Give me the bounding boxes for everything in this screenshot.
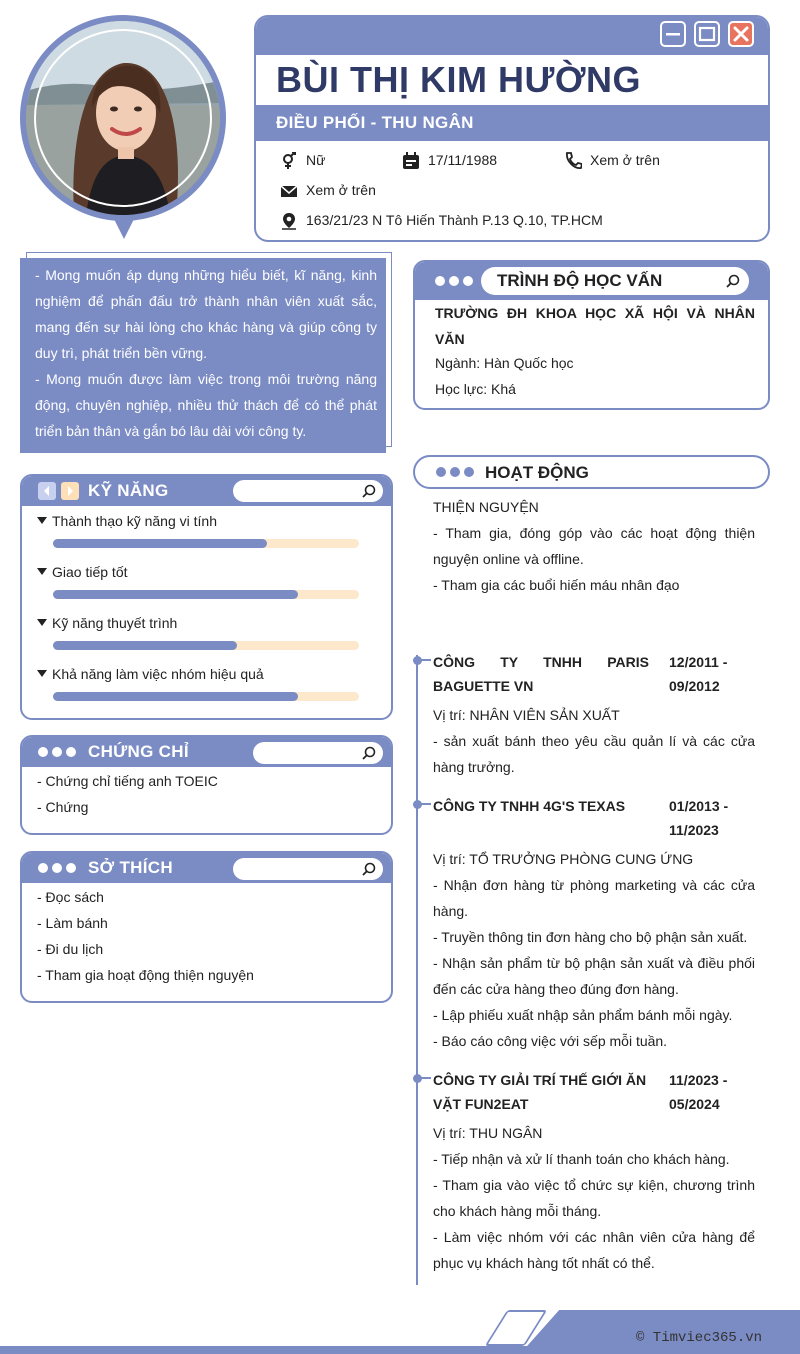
mail-icon (280, 182, 298, 200)
duty: - Nhận sản phẩm từ bộ phận sản xuất và điều phối đến các cửa hàng theo đúng đơn hàng. (433, 955, 755, 997)
company-name: CÔNG TY TNHH 4G'S TEXAS (433, 798, 626, 814)
address-info (280, 212, 603, 230)
experience-header (433, 794, 755, 842)
activity-line: - Tham gia các buổi hiến máu nhân đạo (433, 577, 680, 593)
header-card (254, 15, 770, 242)
close-icon (730, 23, 752, 45)
certificates-search-box[interactable] (253, 742, 383, 764)
maximize-icon (696, 23, 718, 45)
work-period: 01/2013 - 11/2023 (669, 798, 729, 838)
search-icon (725, 273, 741, 289)
skill-bar-fill (53, 539, 267, 548)
skill-item (37, 666, 264, 682)
timeline-tick (417, 1077, 431, 1079)
major: Ngành: Hàn Quốc học (435, 355, 574, 371)
full-name: BÙI THỊ KIM HƯỜNG (276, 59, 642, 100)
position: Vị trí: TỔ TRƯỞNG PHÒNG CUNG ỨNG (433, 851, 694, 867)
certificate-item: - Chứng (37, 799, 89, 815)
career-objective (35, 262, 377, 444)
education-section (413, 260, 770, 410)
caret-down-icon (37, 568, 47, 575)
duty: - Tiếp nhận và xử lí thanh toán cho khách hàng. (433, 1151, 730, 1167)
skill-bar-track (53, 539, 359, 548)
activity-heading: THIỆN NGUYỆN (433, 499, 539, 515)
skill-bar-fill (53, 692, 298, 701)
gender-value: Nữ (306, 152, 326, 168)
decor-dots (435, 276, 473, 286)
experience-header (433, 1068, 755, 1116)
timeline-line (416, 655, 418, 1285)
hobbies-title: SỞ THÍCH (88, 858, 173, 877)
hobby-item: - Tham gia hoạt động thiện nguyện (37, 967, 254, 983)
address-value: 163/21/23 N Tô Hiến Thành P.13 Q.10, TP.HCM (306, 212, 603, 228)
hobby-item: - Đi du lịch (37, 941, 104, 957)
duty: - Lập phiếu xuất nhập sản phẩm bánh mỗi ngày. (433, 1007, 733, 1023)
hobby-item: - Đọc sách (37, 889, 104, 905)
search-icon (361, 745, 377, 761)
search-icon (361, 861, 377, 877)
skill-bar-track (53, 641, 359, 650)
skill-label: Giao tiếp tốt (52, 564, 128, 580)
certificate-item: - Chứng chỉ tiếng anh TOEIC (37, 773, 218, 789)
experience-item (433, 1068, 755, 1276)
calendar-icon (402, 152, 420, 170)
birthdate-value: 17/11/1988 (428, 152, 498, 168)
certificates-title: CHỨNG CHỈ (88, 742, 189, 761)
skill-bar-track (53, 590, 359, 599)
location-icon (280, 212, 298, 230)
hobbies-section (20, 851, 393, 1003)
skill-item (37, 615, 177, 631)
objective-paragraph: - Mong muốn áp dụng những hiểu biết, kĩ năng, kinh nghiệm để phấn đấu trở thành nhân viên xuất sắc, mang đến sự hài lòng cho khác hàng và giúp công ty duy trì, phát triển bền vững. (35, 267, 377, 361)
activities-title: HOẠT ĐỘNG (485, 463, 589, 482)
skill-bar-fill (53, 590, 298, 599)
phone-value: Xem ở trên (590, 152, 660, 168)
gender-info (280, 152, 325, 170)
skill-item (37, 513, 217, 529)
activities-header (413, 455, 770, 489)
decor-dots (38, 863, 76, 873)
hobbies-list (37, 884, 254, 988)
email-info (280, 182, 376, 200)
skills-title: KỸ NĂNG (88, 481, 169, 500)
work-period: 11/2023 - 05/2024 (669, 1072, 728, 1112)
prev-arrow-button[interactable] (38, 482, 56, 500)
copyright: © Timviec365.vn (636, 1330, 763, 1346)
activity-line: - Tham gia, đóng góp vào các hoạt động thiện nguyện online và offline. (433, 525, 755, 567)
certificates-list (37, 768, 218, 820)
window-title-bar (256, 17, 768, 55)
timeline-tick (417, 803, 431, 805)
skill-item (37, 564, 128, 580)
next-arrow-button[interactable] (61, 482, 79, 500)
decor-dots (436, 467, 474, 477)
email-value: Xem ở trên (306, 182, 376, 198)
phone-info (564, 152, 660, 170)
certificates-section (20, 735, 393, 835)
experience-item (433, 794, 755, 1054)
grade: Học lực: Khá (435, 381, 516, 397)
objective-paragraph: - Mong muốn được làm việc trong môi trường năng động, chuyên nghiệp, nhiều thử thách để có thể phát triển bản thân và gắn bó lâu dài với công ty. (35, 371, 377, 439)
school-name: TRƯỜNG ĐH KHOA HỌC XÃ HỘI VÀ NHÂN VĂN (435, 305, 755, 347)
skill-bar-fill (53, 641, 237, 650)
experience-item (433, 650, 755, 780)
experience-header (433, 650, 755, 698)
footer-line (0, 1346, 800, 1354)
phone-icon (564, 152, 582, 170)
skills-section (20, 474, 393, 720)
activities-body (433, 494, 755, 598)
duty: - sản xuất bánh theo yêu cầu quản lí và các cửa hàng trưởng. (433, 733, 755, 775)
education-title: TRÌNH ĐỘ HỌC VẤN (497, 271, 663, 290)
gender-icon (280, 152, 298, 170)
skills-search-box[interactable] (233, 480, 383, 502)
duty: - Báo cáo công việc với sếp mỗi tuần. (433, 1033, 668, 1049)
work-period: 12/2011 - 09/2012 (669, 654, 728, 694)
company-name: CÔNG TY GIẢI TRÍ THẾ GIỚI ĂN VẶT FUN2EAT (433, 1072, 647, 1112)
duty: - Nhận đơn hàng từ phòng marketing và các cửa hàng. (433, 877, 755, 919)
skill-label: Khả năng làm việc nhóm hiệu quả (52, 666, 264, 682)
avatar-pointer (112, 215, 136, 239)
arrow-left-icon (38, 482, 56, 500)
maximize-button[interactable] (694, 21, 720, 47)
minimize-button[interactable] (660, 21, 686, 47)
skill-label: Thành thạo kỹ năng vi tính (52, 513, 217, 529)
position: Vị trí: NHÂN VIÊN SẢN XUẤT (433, 707, 620, 723)
caret-down-icon (37, 517, 47, 524)
search-icon (361, 483, 377, 499)
duty: - Truyền thông tin đơn hàng cho bộ phận sản xuất. (433, 929, 748, 945)
job-title: ĐIỀU PHỐI - THU NGÂN (276, 113, 474, 132)
skill-bar-track (53, 692, 359, 701)
timeline-tick (417, 659, 431, 661)
minimize-icon (662, 23, 684, 45)
duty: - Tham gia vào việc tổ chức sự kiện, chương trình cho khách hàng mỗi tháng. (433, 1177, 755, 1219)
decor-dots (38, 747, 76, 757)
skill-label: Kỹ năng thuyết trình (52, 615, 178, 631)
arrow-right-icon (61, 482, 79, 500)
position: Vị trí: THU NGÂN (433, 1125, 543, 1141)
duty: - Làm việc nhóm với các nhân viên cửa hàng để phục vụ khách hàng tốt nhất có thể. (433, 1229, 755, 1271)
hobbies-search-box[interactable] (233, 858, 383, 880)
hobby-item: - Làm bánh (37, 915, 108, 931)
avatar-ring (34, 29, 212, 207)
caret-down-icon (37, 670, 47, 677)
caret-down-icon (37, 619, 47, 626)
company-name: CÔNG TY TNHH PARIS BAGUETTE VN (433, 654, 649, 694)
close-button[interactable] (728, 21, 754, 47)
birthdate-info (402, 152, 497, 170)
